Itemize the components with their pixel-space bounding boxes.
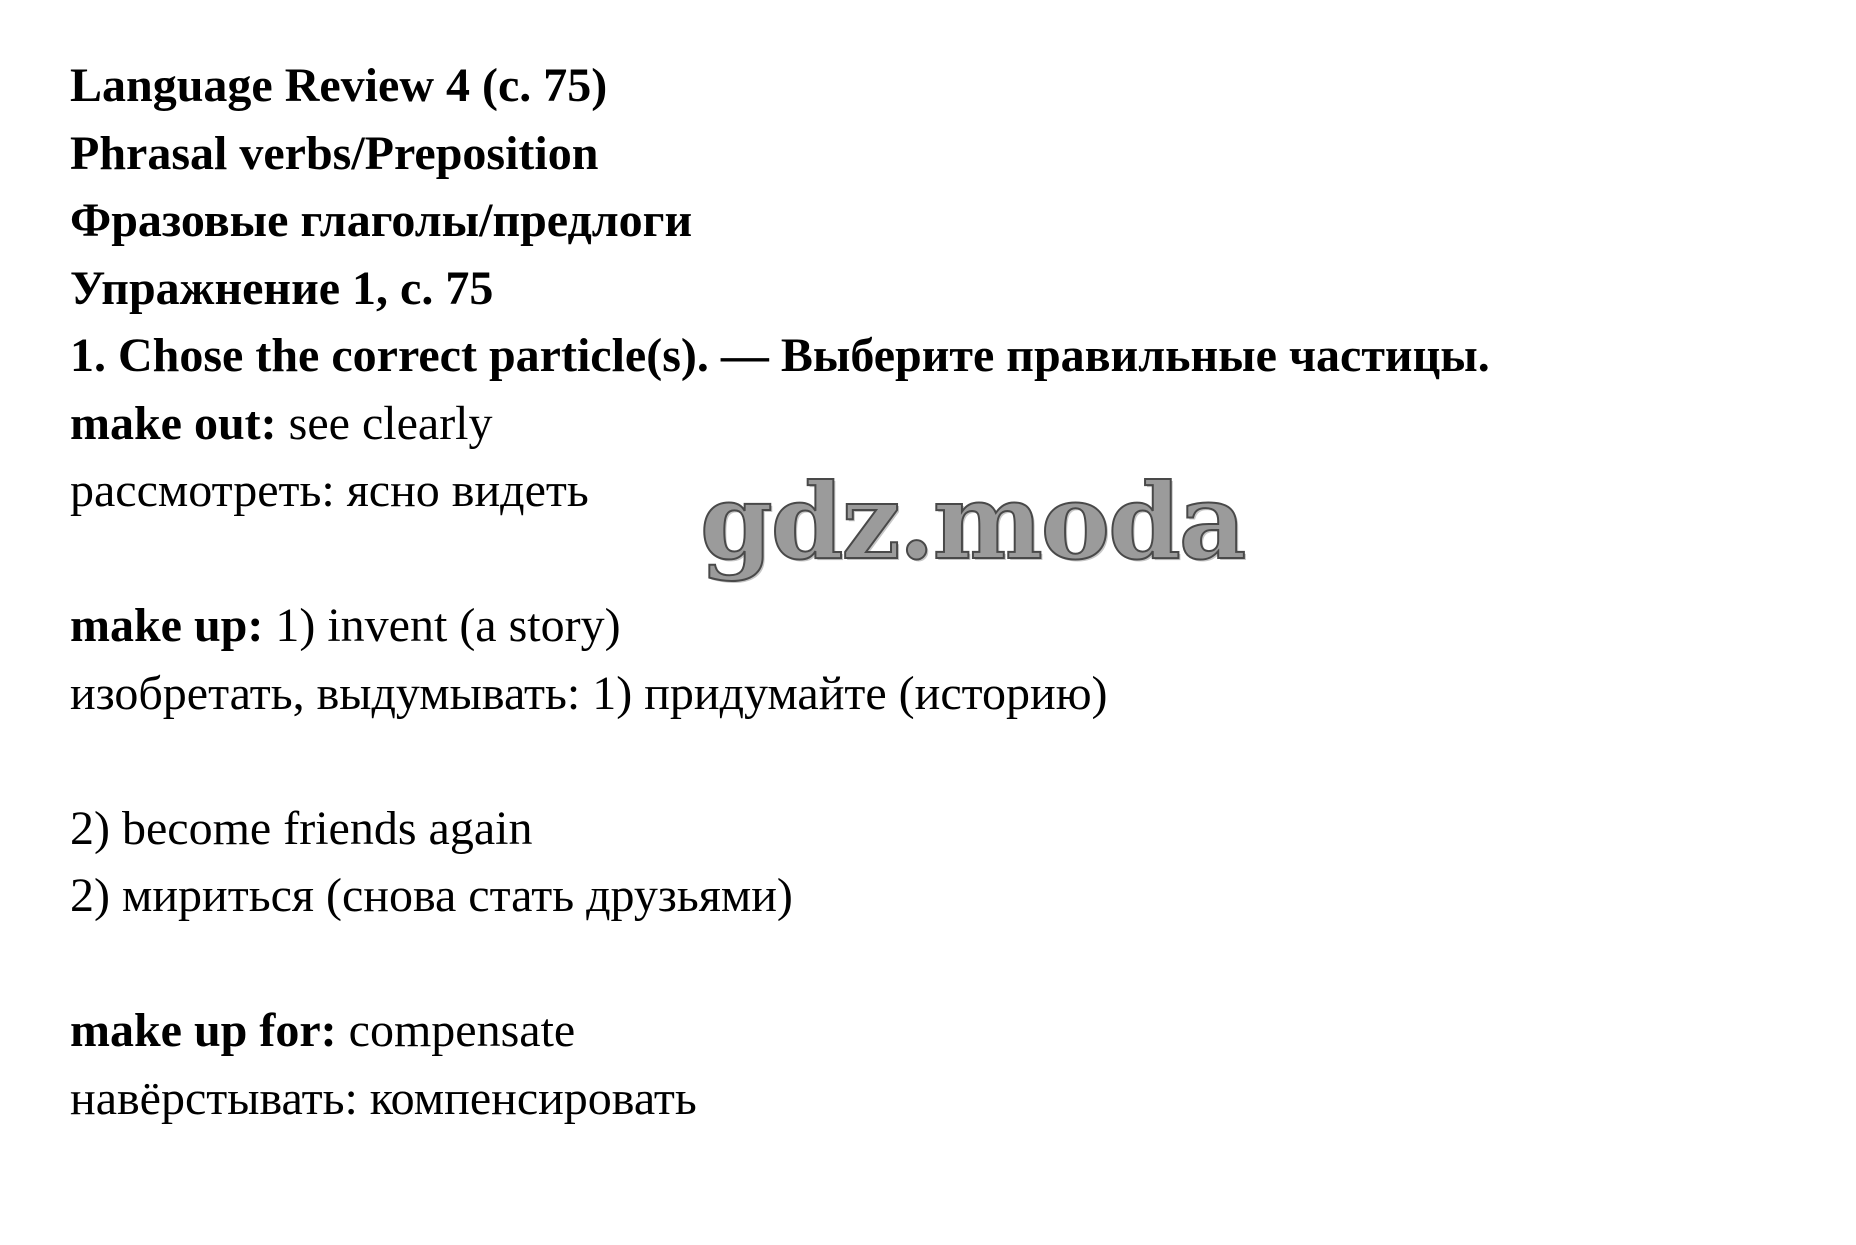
subtitle-english: Phrasal verbs/Preposition: [70, 126, 599, 180]
document-page: [70, 52, 1830, 1132]
entry-term: make up:: [70, 599, 264, 652]
entry-translation-2: 2) мириться (снова стать друзьями): [70, 869, 793, 922]
entry-definition: 1) invent (a story): [263, 599, 621, 652]
exercise-heading: Упражнение 1, с. 75: [70, 261, 494, 315]
entry-translation: навёрстывать: компенсировать: [70, 1071, 697, 1125]
entry-definition-2: 2) become friends again: [70, 801, 533, 855]
entry-term: make out:: [70, 396, 277, 450]
watermark-logo: gdz.moda: [700, 460, 1245, 583]
task-instruction: 1. Chose the correct particle(s). — Выберите правильные частицы.: [70, 329, 1490, 382]
entry-definition: see clearly: [276, 396, 493, 450]
document-title: Language Review 4 (с. 75): [70, 59, 608, 112]
entry-make-up-for: [70, 997, 1830, 1065]
entry-translation: изобретать, выдумывать: 1) придумайте (историю): [70, 666, 1108, 720]
entry-make-up: [70, 592, 1830, 660]
subtitle-russian: Фразовые глаголы/предлоги: [70, 194, 693, 247]
entry-definition: compensate: [336, 1004, 576, 1057]
entry-make-out: [70, 390, 1830, 458]
spacer: [70, 727, 1830, 795]
spacer: [70, 930, 1830, 998]
entry-term: make up for:: [70, 1004, 337, 1057]
entry-translation: рассмотреть: ясно видеть: [70, 464, 589, 517]
